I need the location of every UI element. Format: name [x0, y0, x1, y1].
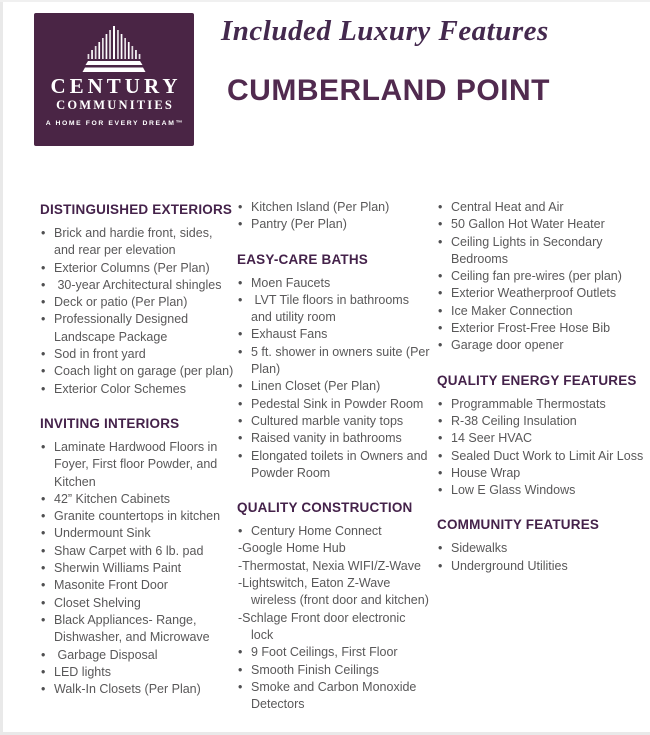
feature-text: Deck or patio (Per Plan) [54, 295, 188, 310]
feature-item [237, 610, 431, 645]
feature-item [437, 448, 646, 465]
dash-marker: - [238, 558, 243, 573]
feature-text: Exterior Color Schemes [54, 381, 186, 396]
bullet-icon: • [438, 431, 443, 446]
feature-text: LVT Tile floors in bathrooms and utility room [251, 292, 413, 325]
feature-column-3 [437, 199, 646, 575]
bullet-icon: • [238, 645, 243, 660]
bullet-icon: • [41, 682, 46, 697]
feature-text: Undermount Sink [54, 526, 151, 541]
feature-item [237, 275, 431, 292]
feature-text: Central Heat and Air [451, 200, 564, 214]
bullet-icon: • [438, 338, 443, 353]
page-top-edge [0, 0, 650, 2]
bullet-icon: • [238, 200, 243, 214]
feature-column-2 [237, 199, 434, 713]
bullet-icon: • [438, 448, 443, 463]
feature-text: House Wrap [451, 465, 521, 480]
bullet-icon: • [238, 344, 243, 359]
feature-text: Century Home Connect [251, 524, 382, 539]
feature-item [40, 577, 236, 594]
feature-text: LED lights [54, 664, 111, 679]
feature-text: Sealed Duct Work to Limit Air Loss [451, 448, 644, 463]
feature-item [237, 396, 431, 413]
feature-list [437, 396, 646, 500]
feature-text: Google Home Hub [242, 541, 346, 556]
feature-item [237, 199, 431, 216]
bullet-icon: • [238, 431, 243, 446]
bullet-icon: • [41, 260, 46, 275]
feature-text: 42” Kitchen Cabinets [54, 491, 171, 506]
bullet-icon: • [41, 312, 46, 327]
feature-text: 30-year Architectural shingles [54, 277, 222, 292]
bullet-icon: • [41, 364, 46, 379]
feature-list [237, 275, 434, 483]
bullet-icon: • [438, 269, 443, 284]
section-title: INVITING INTERIORS [40, 415, 180, 431]
feature-text: Black Appliances- Range, Dishwasher, and Microwave [54, 612, 210, 645]
bullet-icon: • [238, 413, 243, 428]
feature-item [437, 320, 646, 337]
feature-item [40, 560, 236, 577]
feature-text: Walk-In Closets (Per Plan) [54, 682, 201, 697]
bullet-icon: • [41, 664, 46, 679]
feature-text: Linen Closet (Per Plan) [251, 379, 381, 394]
feature-text: Coach light on garage (per plan) [54, 364, 234, 379]
feature-item [437, 337, 646, 354]
feature-item [40, 346, 236, 363]
feature-column-1 [40, 199, 236, 698]
feature-text: Lightswitch, Eaton Z-Wave wireless (front door and kitchen) [242, 576, 429, 608]
bullet-icon: • [238, 448, 243, 463]
section-title: QUALITY ENERGY FEATURES [437, 372, 637, 388]
feature-text: Cultured marble vanity tops [251, 413, 404, 428]
feature-text: Underground Utilities [451, 558, 568, 573]
feature-text: Low E Glass Windows [451, 483, 576, 498]
section-title: EASY-CARE BATHS [237, 251, 369, 267]
bullet-icon: • [238, 292, 243, 307]
bullet-icon: • [41, 647, 46, 662]
bullet-icon: • [41, 277, 46, 292]
feature-list [237, 199, 431, 234]
feature-item [40, 612, 236, 647]
feature-text: Smooth Finish Ceilings [251, 662, 379, 677]
feature-text: Closet Shelving [54, 595, 141, 610]
bullet-icon: • [238, 524, 243, 539]
bullet-icon: • [41, 226, 46, 240]
feature-text: Elongated toilets in Owners and Powder Room [251, 448, 431, 480]
feature-item [237, 644, 431, 661]
feature-text: 5 ft. shower in owners suite (Per Plan) [251, 344, 434, 377]
feature-item [437, 413, 646, 430]
feature-item [237, 430, 431, 447]
feature-item [40, 277, 236, 294]
feature-text: Exhaust Fans [251, 327, 328, 342]
feature-text: Masonite Front Door [54, 578, 168, 593]
feature-item [237, 523, 431, 540]
bullet-icon: • [41, 509, 46, 524]
bullet-icon: • [41, 491, 46, 506]
bullet-icon: • [438, 234, 443, 249]
feature-item [437, 396, 646, 413]
feature-text: Kitchen Island (Per Plan) [251, 200, 390, 214]
feature-text: Exterior Frost-Free Hose Bib [451, 321, 611, 336]
bullet-icon: • [41, 543, 46, 558]
bullet-icon: • [438, 541, 443, 556]
feature-item [40, 363, 236, 380]
feature-list [40, 439, 236, 698]
feature-text: Raised vanity in bathrooms [251, 431, 402, 446]
feature-item [437, 234, 646, 269]
feature-item [237, 292, 431, 327]
logo-brand-name: CENTURY [50, 74, 182, 98]
feature-item [437, 216, 646, 233]
bullet-icon: • [438, 396, 443, 411]
feature-item [40, 525, 236, 542]
document-title: Included Luxury Features [221, 15, 549, 47]
feature-item [237, 540, 431, 557]
features-columns [0, 199, 650, 735]
feature-item [237, 326, 431, 343]
section-title: DISTINGUISHED EXTERIORS [40, 202, 233, 217]
feature-text: Exterior Weatherproof Outlets [451, 286, 617, 301]
bullet-icon: • [438, 286, 443, 301]
feature-text: Schlage Front door electronic lock [242, 610, 409, 642]
feature-item [237, 216, 431, 233]
bullet-icon: • [238, 379, 243, 394]
bullet-icon: • [438, 200, 443, 214]
feature-item [437, 465, 646, 482]
feature-text: Thermostat, Nexia WIFI/Z-Wave [242, 558, 421, 573]
feature-text: Pantry (Per Plan) [251, 217, 347, 232]
feature-item [237, 558, 431, 575]
feature-text: Programmable Thermostats [451, 396, 606, 411]
feature-list [437, 199, 646, 355]
feature-item [237, 344, 434, 379]
feature-text: 50 Gallon Hot Water Heater [451, 217, 605, 232]
feature-item [40, 225, 236, 260]
dash-marker: - [238, 576, 243, 591]
bullet-icon: • [438, 321, 443, 336]
feature-text: Shaw Carpet with 6 lb. pad [54, 543, 204, 558]
feature-item [237, 575, 431, 610]
feature-text: Professionally Designed Landscape Package [54, 312, 192, 344]
logo-tagline: A HOME FOR EVERY DREAM™ [45, 120, 184, 127]
feature-item [40, 543, 236, 560]
feature-item [437, 268, 646, 285]
logo-brand-subname: COMMUNITIES [56, 98, 175, 112]
bullet-icon: • [438, 558, 443, 573]
feature-text: R-38 Ceiling Insulation [451, 413, 577, 428]
feature-text: Pedestal Sink in Powder Room [251, 396, 424, 411]
feature-item [40, 260, 236, 277]
feature-item [40, 491, 236, 508]
feature-item [237, 378, 431, 395]
feature-item [437, 540, 646, 557]
section-title: QUALITY CONSTRUCTION [237, 500, 413, 516]
section-title: COMMUNITY FEATURES [437, 517, 600, 533]
bullet-icon: • [41, 595, 46, 610]
bullet-icon: • [438, 483, 443, 498]
dash-marker: - [238, 610, 243, 625]
bullet-icon: • [41, 439, 46, 454]
feature-item [40, 439, 236, 491]
feature-item [437, 303, 646, 320]
feature-text: Sidewalks [451, 541, 508, 556]
feature-text: Moen Faucets [251, 275, 331, 290]
feature-text: Ceiling fan pre-wires (per plan) [451, 269, 622, 284]
community-name-title: CUMBERLAND POINT [227, 74, 550, 107]
feature-item [237, 662, 431, 679]
bullet-icon: • [238, 275, 243, 290]
feature-text: Sod in front yard [54, 347, 146, 362]
feature-item [40, 664, 236, 681]
bullet-icon: • [238, 396, 243, 411]
bullet-icon: • [41, 561, 46, 576]
feature-text: Garage door opener [451, 338, 564, 353]
bullet-icon: • [41, 578, 46, 593]
feature-text: Sherwin Williams Paint [54, 561, 182, 576]
feature-item [40, 508, 236, 525]
feature-item [40, 294, 236, 311]
dash-marker: - [238, 541, 243, 556]
feature-item [237, 448, 431, 483]
feature-item [437, 482, 646, 499]
feature-text: 9 Foot Ceilings, First Floor [251, 645, 398, 660]
skyscraper-icon [76, 24, 152, 74]
feature-item [40, 647, 236, 664]
feature-item [437, 430, 646, 447]
feature-text: 14 Seer HVAC [451, 431, 533, 446]
feature-list [437, 540, 646, 575]
bullet-icon: • [438, 303, 443, 318]
feature-text: Brick and hardie front, sides, and rear per elevation [54, 226, 216, 258]
bullet-icon: • [41, 612, 46, 627]
bullet-icon: • [438, 413, 443, 428]
bullet-icon: • [41, 526, 46, 541]
bullet-icon: • [238, 217, 243, 232]
feature-item [237, 413, 431, 430]
feature-item [40, 311, 236, 346]
feature-item [40, 681, 236, 698]
bullet-icon: • [438, 217, 443, 232]
bullet-icon: • [238, 662, 243, 677]
feature-text: Exterior Columns (Per Plan) [54, 260, 210, 275]
bullet-icon: • [238, 679, 243, 694]
feature-text: Granite countertops in kitchen [54, 509, 221, 524]
feature-text: Garbage Disposal [54, 647, 158, 662]
feature-text: Laminate Hardwood Floors in Foyer, First floor Powder, and Kitchen [54, 439, 221, 489]
feature-item [40, 595, 236, 612]
feature-item [437, 558, 646, 575]
bullet-icon: • [438, 465, 443, 480]
feature-list [40, 225, 236, 398]
feature-item [437, 199, 646, 216]
feature-list [237, 523, 431, 713]
bullet-icon: • [41, 347, 46, 362]
feature-item [40, 381, 236, 398]
feature-item [237, 679, 431, 714]
feature-text: Smoke and Carbon Monoxide Detectors [251, 679, 420, 712]
feature-text: Ice Maker Connection [451, 303, 573, 318]
bullet-icon: • [41, 295, 46, 310]
feature-text: Ceiling Lights in Secondary Bedrooms [451, 234, 606, 266]
century-communities-logo [34, 13, 194, 146]
bullet-icon: • [238, 327, 243, 342]
bullet-icon: • [41, 381, 46, 396]
feature-item [437, 285, 646, 302]
